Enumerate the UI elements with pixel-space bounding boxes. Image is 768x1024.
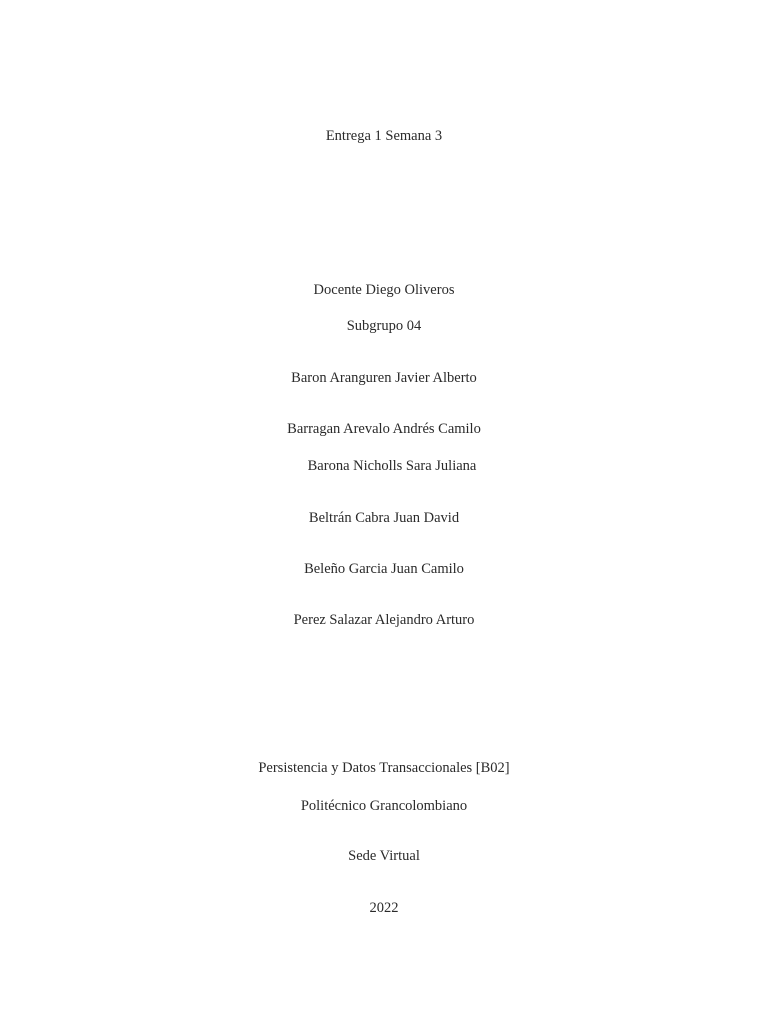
member-name: Beltrán Cabra Juan David [308,510,460,526]
member-name: Barragan Arevalo Andrés Camilo [287,421,481,437]
course-name: Persistencia y Datos Transaccionales [B02] [258,760,510,776]
member-name: Perez Salazar Alejandro Arturo [293,612,475,628]
member-name: Beleño Garcia Juan Camilo [304,561,464,577]
member-name: Baron Aranguren Javier Alberto [291,370,477,386]
document-year: 2022 [369,900,399,916]
document-title: Entrega 1 Semana 3 [325,128,443,144]
teacher-name: Docente Diego Oliveros [313,282,455,298]
campus-name: Sede Virtual [348,848,420,864]
member-name: Barona Nicholls Sara Juliana [307,458,477,474]
subgroup-label: Subgrupo 04 [346,318,422,334]
institution-name: Politécnico Grancolombiano [300,798,468,814]
